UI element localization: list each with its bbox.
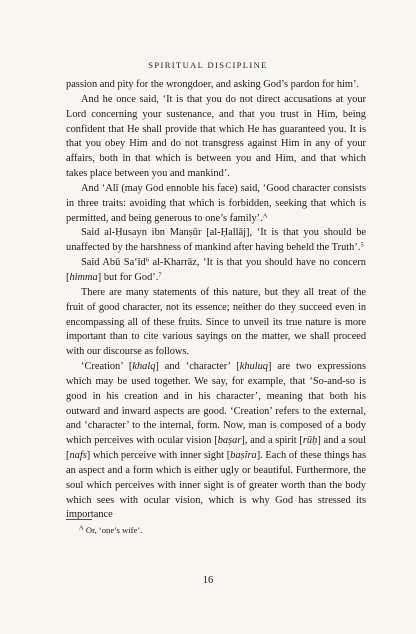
- text-run: ] but for God’.: [97, 271, 159, 283]
- text-run: ] are two expressions which may be used together. We say, for example, that ‘So-and-so is good in his creation and in his character’, meaning that both his outward and inward aspects are good. ‘Creation’ refers to the external, and ‘character’ to the internal, form. Now, man is composed of a body which perceives with ocular vision [: [66, 361, 366, 447]
- text-run: ] which perceive with inner sight [: [86, 450, 231, 462]
- paragraph: [66, 286, 366, 360]
- paragraph: [66, 360, 366, 523]
- footnote: [79, 524, 349, 536]
- note-reference: 7: [158, 271, 162, 279]
- transliterated-term: himma: [69, 271, 98, 283]
- text-run: ], and a spirit [: [241, 435, 303, 447]
- transliterated-term: baṣīra: [230, 450, 257, 462]
- text-run: Said Abū Sa‘īd: [81, 257, 146, 269]
- paragraph: [66, 93, 366, 182]
- text-run: ] and a soul [: [66, 435, 366, 462]
- text-run: ‘Creation’ [: [81, 361, 133, 373]
- running-head: SPIRITUAL DISCIPLINE: [148, 60, 268, 70]
- body-text: [66, 78, 366, 523]
- paragraph: [66, 182, 366, 227]
- footnote-rule: [66, 519, 92, 520]
- transliterated-term: rūḥ: [302, 435, 318, 447]
- text-run: There are many statements of this nature, but they all treat of the fruit of good character, not its essence; neither do they succeed even in encompassing all of these fruits. Since to unveil its true nature is more important than to cite various sayings on the matter, we shall proceed with our discourse as follows.: [66, 286, 366, 358]
- text-run: ]. Each of these things has an aspect and a form which is either ugly or beautiful. Furthermore, the soul which perceives with inner sight is of greater worth than the body which sees with ocular vision, which is why God has stressed its importance: [66, 450, 366, 521]
- transliterated-term: khalq: [132, 361, 156, 373]
- note-reference: A: [262, 212, 268, 220]
- note-reference: 6: [145, 256, 149, 264]
- paragraph: [66, 78, 366, 93]
- footnote-text: Or, ‘one’s wife’.: [85, 525, 143, 535]
- text-run: ] and ‘character’ [: [155, 361, 240, 373]
- text-run: And ‘Alī (may God ennoble his face) said, ‘Good character consists in three traits: avoiding that which is forbidden, seeking that which is permitted, and being generous to one’s family’.: [66, 182, 366, 224]
- transliterated-term: baṣar: [217, 435, 242, 447]
- page-number: 16: [202, 575, 214, 586]
- text-run: passion and pity for the wrongdoer, and asking God’s pardon for him’.: [66, 79, 360, 90]
- note-reference: 5: [360, 241, 364, 249]
- text-run: al-Kharrāz, ‘It is that you should have no concern [: [66, 257, 366, 283]
- paragraph: [66, 226, 366, 256]
- text-run: And he once said, ‘It is that you do not direct accusations at your Lord concerning your sustenance, and that you trust in Him, being confident that He shall provide that which He has guaranteed you. It is that you obey Him and do not transgress against Him in any of your affairs, both in that which is between you and Him, and that which takes place between you and mankind’.: [66, 93, 366, 180]
- paragraph: [66, 256, 366, 286]
- transliterated-term: khuluq: [239, 361, 268, 373]
- transliterated-term: nafs: [69, 450, 87, 462]
- text-run: Said al-Ḥusayn ibn Manṣūr [al-Ḥallāj], ‘It is that you should be unaffected by the harshness of mankind after having beheld the Truth’.: [66, 227, 366, 254]
- footnote-marker: A: [79, 524, 84, 532]
